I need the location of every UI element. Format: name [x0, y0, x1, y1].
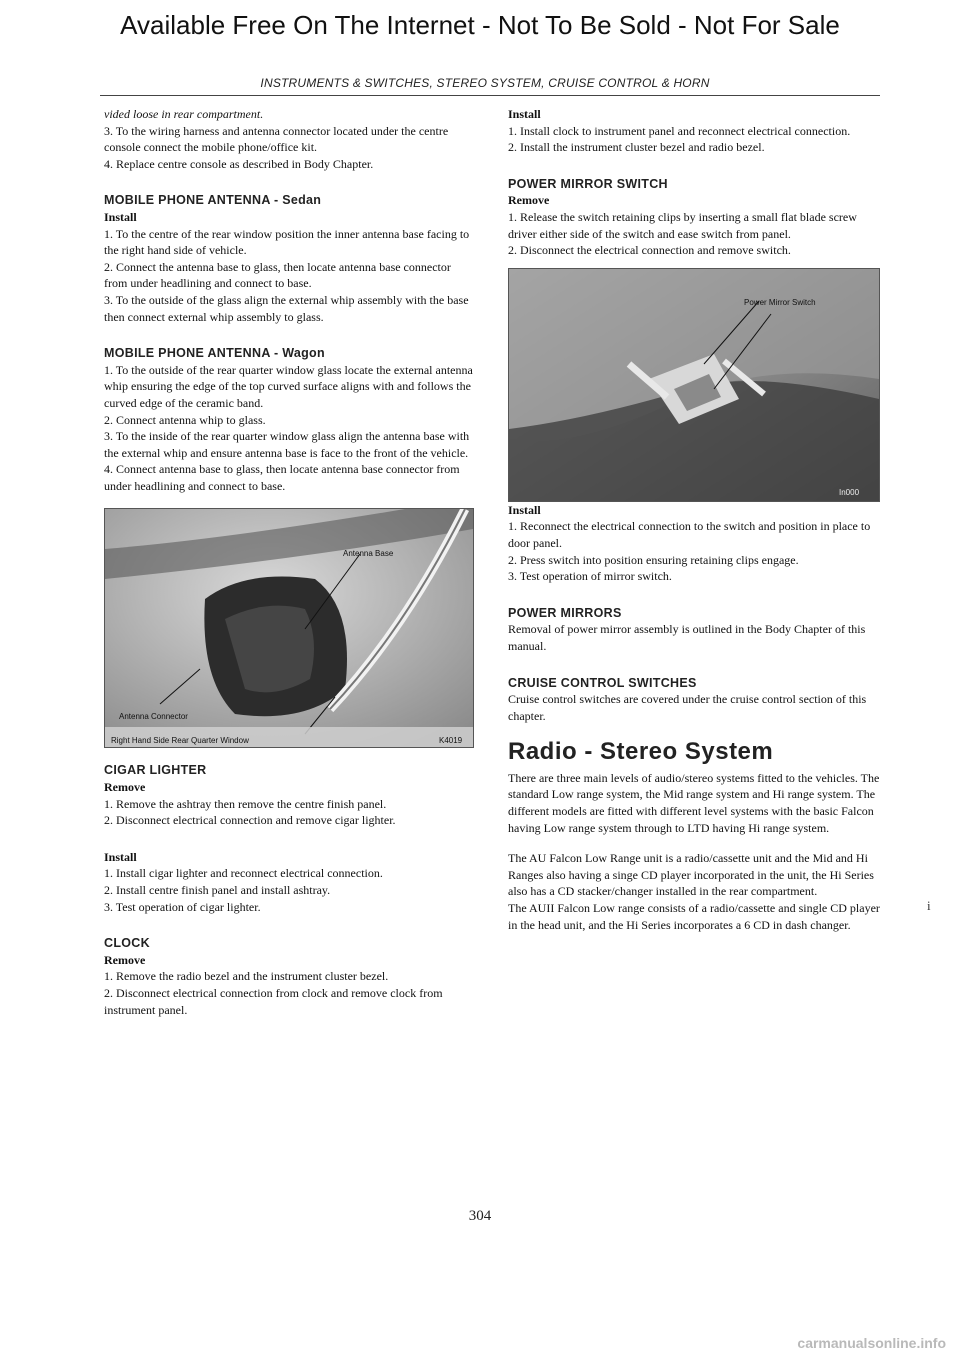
cigar-install-step-3: 3. Test operation of cigar lighter.	[104, 899, 261, 914]
clock-remove-step-1: 1. Remove the radio bezel and the instrument cluster bezel.	[104, 969, 389, 984]
intro-line-2: 3. To the wiring harness and antenna connector located under the centre console connect the mobile phone/office kit.	[104, 123, 449, 155]
photo-code: K4019	[439, 736, 463, 746]
cruise-text: Cruise control switches are covered under the cruise control section of this chapter.	[508, 692, 867, 723]
mirror-switch-install-label: Install	[508, 502, 541, 517]
intro-line-1: vided loose in rear compartment.	[104, 107, 264, 121]
wagon-step-2: 2. Connect antenna whip to glass.	[104, 412, 266, 427]
cigar-remove-label: Remove	[104, 780, 146, 795]
clock-remove-step-2: 2. Disconnect electrical connection from clock and remove clock from instrument panel.	[104, 986, 443, 1017]
sedan-step-2: 2. Connect the antenna base to glass, then locate antenna base connector from under headlining and connect to base.	[104, 259, 451, 291]
page-number: 304	[468, 1208, 492, 1224]
wagon-step-3: 3. To the inside of the rear quarter window glass align the antenna base with the external whip and ensure antenna base is face to the front of the vehicle.	[104, 429, 470, 460]
cigar-remove-step-2: 2. Disconnect electrical connection and remove cigar lighter.	[104, 813, 396, 828]
mirror-switch-heading: POWER MIRROR SWITCH	[508, 176, 668, 191]
sedan-step-1: 1. To the centre of the rear window position the inner antenna base facing to the right hand side of vehicle.	[104, 226, 470, 258]
power-mirrors-text: Removal of power mirror assembly is outlined in the Body Chapter of this manual.	[508, 622, 866, 653]
clock-remove-label: Remove	[104, 952, 146, 967]
radio-paragraph-2: The AU Falcon Low Range unit is a radio/cassette unit and the Mid and Hi Ranges also having a singe CD player incorporated in the unit, the Hi Series also has a CD stacker/changer installed in the rear compartment.	[508, 851, 874, 899]
cigar-heading: CIGAR LIGHTER	[104, 763, 207, 778]
site-watermark: carmanualsonline.info	[797, 1335, 946, 1351]
mirror-switch-install-step-3: 3. Test operation of mirror switch.	[508, 569, 672, 584]
photo-caption: Right Hand Side Rear Quarter Window	[111, 736, 249, 746]
margin-mark: i	[927, 898, 931, 913]
radio-paragraph-1: There are three main levels of audio/stereo systems fitted to the vehicles. The standard Low range system, the Mid range system and Hi range system. The different models are fitted with different level systems with the basic Falcon having Low range system through to LTD having Hi range system.	[508, 770, 880, 835]
antenna-base-label: Antenna Base	[343, 549, 394, 559]
clock-install-label: Install	[508, 107, 541, 121]
clock-install-step-1: 1. Install clock to instrument panel and reconnect electrical connection.	[508, 123, 851, 138]
distribution-banner: Available Free On The Internet - Not To Be Sold - Not For Sale	[120, 10, 840, 40]
clock-install-step-2: 2. Install the instrument cluster bezel and radio bezel.	[508, 140, 765, 155]
mirror-switch-remove-step-2: 2. Disconnect the electrical connection and remove switch.	[508, 243, 791, 258]
cigar-install-step-1: 1. Install cigar lighter and reconnect electrical connection.	[104, 866, 383, 881]
cigar-remove-step-1: 1. Remove the ashtray then remove the centre finish panel.	[104, 796, 387, 811]
cruise-heading: CRUISE CONTROL SWITCHES	[508, 675, 697, 690]
sedan-install-label: Install	[104, 209, 137, 224]
radio-title: Radio - Stereo System	[508, 738, 774, 766]
wagon-step-4: 4. Connect antenna base to glass, then locate antenna base connector from under headlining and connect to base.	[104, 462, 460, 493]
mirror-switch-remove-step-1: 1. Release the switch retaining clips by inserting a small flat blade screw driver either side of the switch and ease switch from panel.	[508, 209, 857, 241]
header-rule	[100, 95, 880, 96]
radio-paragraph-3: The AUII Falcon Low range consists of a radio/cassette and single CD player in the head unit, and the Hi Series incorporates a 6 CD in dash changer.	[508, 901, 880, 932]
right-column	[508, 106, 880, 933]
mirror-switch-photo	[508, 268, 880, 502]
power-mirrors-heading: POWER MIRRORS	[508, 605, 622, 620]
mirror-photo-code: In000	[839, 487, 860, 497]
antenna-connector-label: Antenna Connector	[119, 712, 188, 722]
sedan-step-3: 3. To the outside of the glass align the external whip assembly with the base then connect external whip assembly to glass.	[104, 292, 469, 324]
mirror-switch-install-step-2: 2. Press switch into position ensuring retaining clips engage.	[508, 552, 799, 567]
mirror-switch-photo-image	[509, 269, 879, 501]
running-head: INSTRUMENTS & SWITCHES, STEREO SYSTEM, CRUISE CONTROL & HORN	[260, 76, 710, 90]
sedan-heading: MOBILE PHONE ANTENNA - Sedan	[104, 193, 322, 208]
clock-heading: CLOCK	[104, 936, 150, 951]
wagon-step-1: 1. To the outside of the rear quarter window glass locate the external antenna whip ensuring the edge of the top curved surface aligns with and follows the curved edge of the ceramic band.	[104, 362, 473, 410]
antenna-photo	[104, 508, 474, 748]
mirror-switch-install-step-1: 1. Reconnect the electrical connection to the switch and position in place to door panel.	[508, 519, 871, 550]
mirror-switch-remove-label: Remove	[508, 193, 550, 208]
intro-line-3: 4. Replace centre console as described in Body Chapter.	[104, 156, 374, 171]
cigar-install-step-2: 2. Install centre finish panel and install ashtray.	[104, 883, 331, 898]
left-column	[104, 106, 474, 1018]
cigar-install-label: Install	[104, 849, 137, 864]
mirror-switch-label: Power Mirror Switch	[744, 297, 816, 307]
wagon-heading: MOBILE PHONE ANTENNA - Wagon	[104, 346, 325, 361]
